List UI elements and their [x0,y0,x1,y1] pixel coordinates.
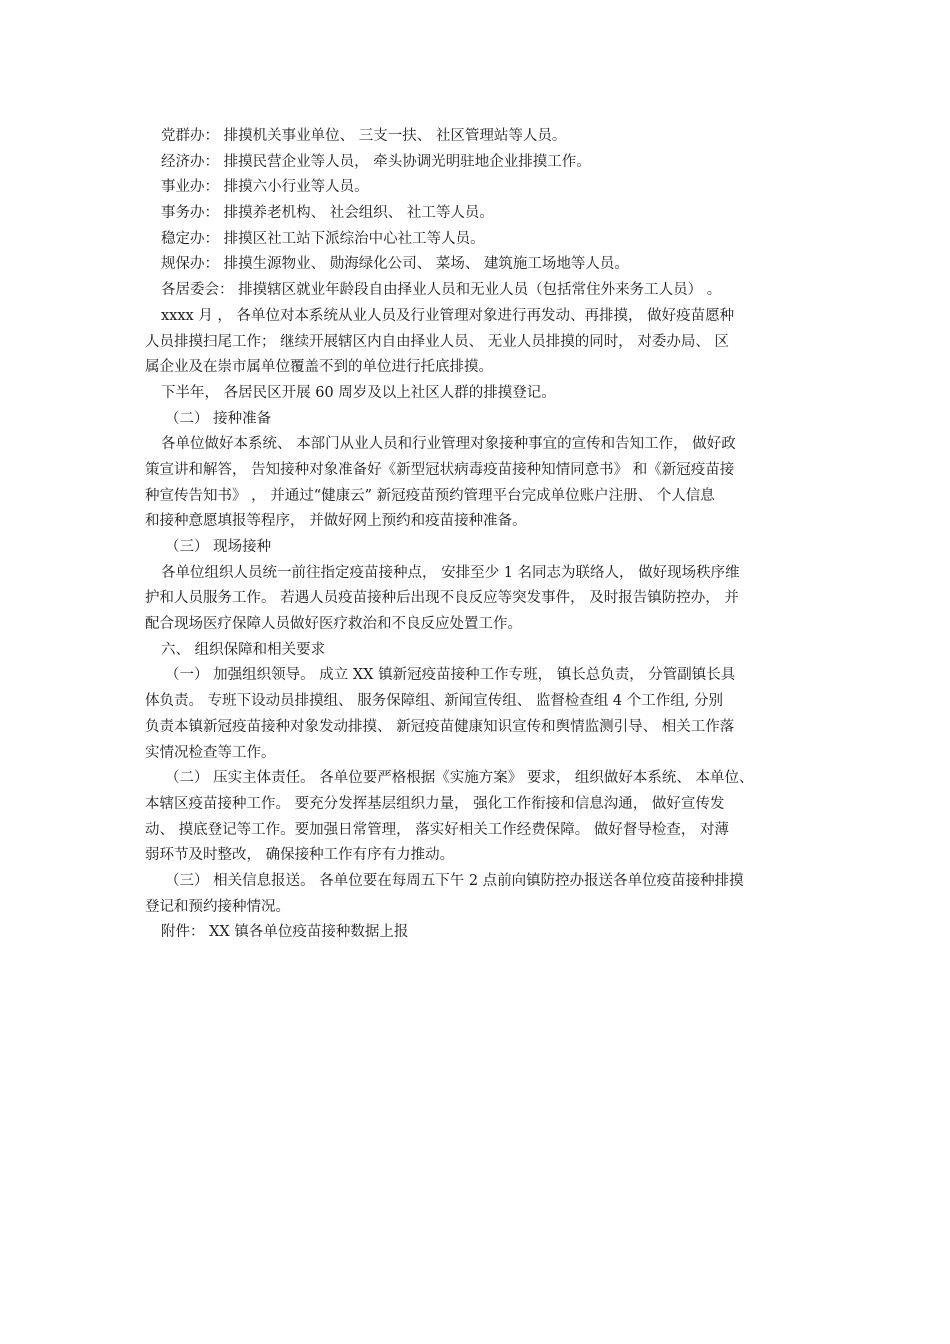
text-line: 登记和预约接种情况。 [145,898,290,915]
text-line: 动、 摸底登记等工作。要加强日常管理， 落实好相关工作经费保障。 做好督导检查， 对薄 [145,821,729,838]
text-line: （一） 加强组织领导。 成立 XX 镇新冠疫苗接种工作专班， 镇长总负责， 分管副镇长具 [165,667,736,684]
document-body [145,124,805,946]
section-heading: 六、 组织保障和相关要求 [161,641,326,658]
text-line: 体负责。 专班下设动员排摸组、 服务保障组、新闻宣传组、 监督检查组 4 个工作组, 分别 [145,693,723,710]
text-line: 各居委会： 排摸辖区就业年龄段自由择业人员和无业人员（包括常住外来务工人员） 。 [161,282,722,299]
text-line: 稳定办： 排摸区社工站下派综治中心社工等人员。 [161,230,485,247]
text-line: 各单位组织人员统一前往指定疫苗接种点， 安排至少 1 名同志为联络人， 做好现场秩序维 [161,564,740,581]
section-heading: （三） 现场接种 [165,539,272,555]
text-line: xxxx 月 ， 各单位对本系统从业人员及行业管理对象进行再发动、再排摸， 做好疫苗愿种 [161,307,735,324]
text-line: 本辖区疫苗接种工作。 要充分发挥基层组织力量， 强化工作衔接和信息沟通， 做好宣传发 [145,795,725,812]
text-line: 经济办： 排摸民营企业等人员， 牵头协调光明驻地企业排摸工作。 [161,153,591,170]
text-line: 和接种意愿填报等程序， 并做好网上预约和疫苗接种准备。 [145,513,527,530]
text-line: 属企业及在崇市属单位覆盖不到的单位进行托底排摸。 [145,359,493,376]
text-line: 策宣讲和解答， 告知接种对象准备好《新型冠状病毒疫苗接种知情同意书》 和《新冠疫苗接 [145,461,735,478]
text-line: 护和人员服务工作。 若遇人员疫苗接种后出现不良反应等突发事件， 及时报告镇防控办， 并 [145,590,739,607]
text-line: 种宣传告知书》 ， 并通过“健康云” 新冠疫苗预约管理平台完成单位账户注册、 个人信息 [145,487,715,504]
text-line: 实情况检查等工作。 [145,744,276,761]
text-line: 事务办： 排摸养老机构、 社会组织、 社工等人员。 [161,205,494,222]
text-line: （二） 压实主体责任。 各单位要严格根据《实施方案》 要求， 组织做好本系统、 本单位、 [165,770,754,787]
text-line: 下半年， 各居民区开展 60 周岁及以上社区人群的排摸登记。 [161,384,556,401]
text-line: 负责本镇新冠疫苗接种对象发动排摸、 新冠疫苗健康知识宣传和舆情监测引导、 相关工作落 [145,718,735,735]
text-line: 党群办： 排摸机关事业单位、 三支一扶、 社区管理站等人员。 [161,128,567,144]
section-heading: （二） 接种准备 [165,410,272,427]
text-line: 事业办： 排摸六小行业等人员。 [161,179,369,196]
text-line: 规保办： 排摸生源物业、 勋海绿化公司、 菜场、 建筑施工场地等人员。 [161,256,629,273]
text-line: 弱环节及时整改， 确保接种工作有序有力推动。 [145,847,455,864]
text-line: 人员排摸扫尾工作； 继续开展辖区内自由择业人员、 无业人员排摸的同时， 对委办局、 区 [145,333,729,350]
attachment-line: 附件： XX 镇各单位疫苗接种数据上报 [161,924,409,941]
text-line: 各单位做好本系统、 本部门从业人员和行业管理对象接种事宜的宣传和告知工作， 做好政 [161,436,736,453]
text-line: （三） 相关信息报送。 各单位要在每周五下午 2 点前向镇防控办报送各单位疫苗接种排摸 [165,872,744,889]
text-line: 配合现场医疗保障人员做好医疗救治和不良反应处置工作。 [145,616,522,633]
